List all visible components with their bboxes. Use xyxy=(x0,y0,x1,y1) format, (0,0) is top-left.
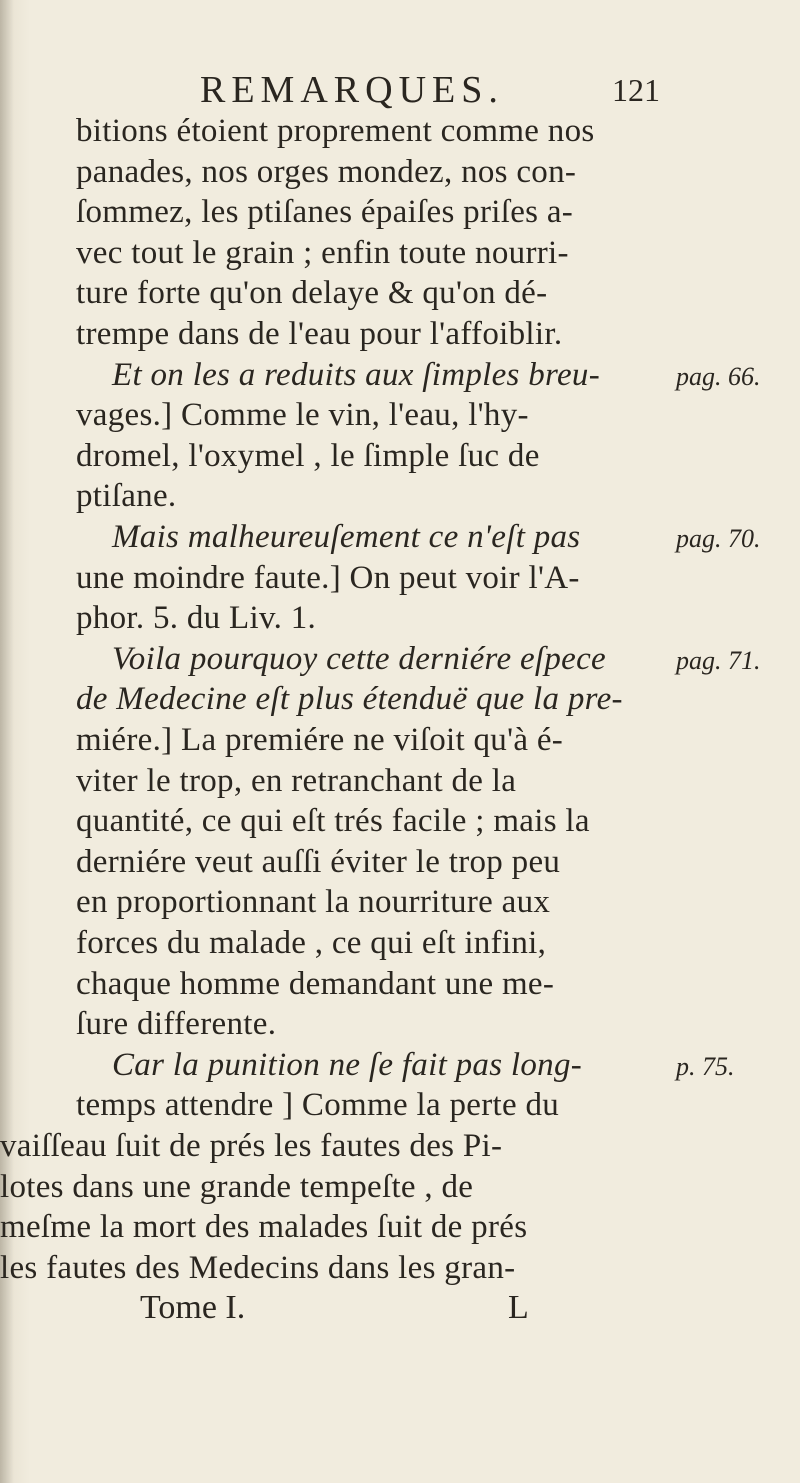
text-line-lemma: Car la punition ne ſe fait pas long- xyxy=(112,1046,583,1083)
text-line: dromel, l'oxymel , le ſimple ſuc de xyxy=(76,437,540,474)
margin-note: pag. 71. xyxy=(676,645,761,675)
text-line-lemma: Voila pourquoy cette derniére eſpece xyxy=(112,640,607,677)
text-line-lemma: de Medecine eſt plus étenduë que la pre- xyxy=(76,681,623,718)
text-line: une moindre faute.] On peut voir l'A- xyxy=(76,559,580,596)
text-line: phor. 5. du Liv. 1. xyxy=(76,600,317,637)
text-line: ture forte qu'on delaye & qu'on dé- xyxy=(76,275,548,312)
text-line: meſme la mort des malades ſuit de prés xyxy=(0,1209,528,1246)
text-line: miére.] La premiére ne viſoit qu'à é- xyxy=(76,722,564,758)
text-line: temps attendre ] Comme la perte du xyxy=(76,1087,560,1124)
text-line: lotes dans une grande tempeſte , de xyxy=(0,1168,474,1205)
text-line-lemma: Et on les a reduits aux ſimples breu- xyxy=(112,356,601,393)
text-line: chaque homme demandant une me- xyxy=(76,965,555,1002)
text-line: quantité, ce qui eſt trés facile ; mais la xyxy=(76,803,590,840)
text-line: les fautes des Medecins dans les gran- xyxy=(0,1249,516,1286)
text-line: panades, nos orges mondez, nos con- xyxy=(76,153,577,190)
text-line: ſure differente. xyxy=(76,1006,277,1043)
text-line-lemma: Mais malheureuſement ce n'eſt pas xyxy=(112,519,581,555)
text-line: vec tout le grain ; enfin toute nourri- xyxy=(76,234,569,271)
text-line: vaiſſeau ſuit de prés les fautes des Pi- xyxy=(0,1128,503,1164)
text-line: derniére veut auſſi éviter le trop peu xyxy=(76,843,561,880)
text-line: ſommez, les ptiſanes épaiſes priſes a- xyxy=(76,194,574,231)
text-line: en proportionnant la nourriture aux xyxy=(76,884,551,921)
running-title: REMARQUES. xyxy=(200,69,504,111)
text-line: forces du malade , ce qui eſt infini, xyxy=(76,925,547,961)
margin-note: pag. 66. xyxy=(676,361,761,391)
text-line: bitions étoient proprement comme nos xyxy=(76,113,595,149)
margin-note: pag. 70. xyxy=(676,524,761,553)
text-line: viter le trop, en retranchant de la xyxy=(76,762,517,799)
text-line: trempe dans de l'eau pour l'affoiblir. xyxy=(76,316,563,352)
margin-note: p. 75. xyxy=(676,1051,735,1081)
text-line: ptiſane. xyxy=(76,478,177,515)
text-line: vages.] Comme le vin, l'eau, l'hy- xyxy=(76,397,529,434)
signature-mark: L xyxy=(508,1289,529,1327)
page-number: 121 xyxy=(612,72,660,108)
volume-label: Tome I. xyxy=(140,1289,246,1327)
